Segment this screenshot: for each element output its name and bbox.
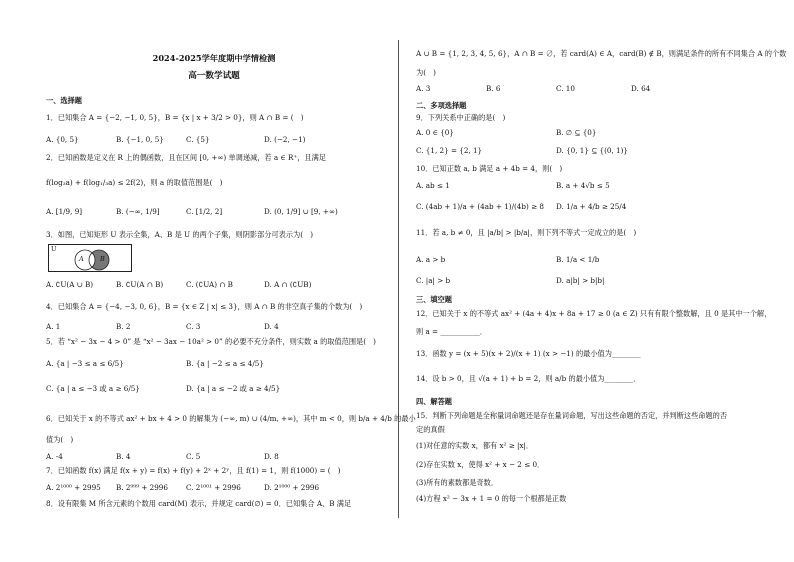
option-c: C. 3 [186, 322, 201, 331]
option-c: C. 10 [556, 84, 575, 93]
option-a: A. -4 [46, 452, 63, 461]
option-d: D. 4 [264, 322, 279, 331]
right-column [408, 0, 787, 562]
exam-subtitle: 高一数学试题 [188, 71, 240, 81]
question-12-line2: 则 a = ___________． [416, 327, 488, 336]
option-c: C. {5} [186, 135, 210, 144]
option-a: A. ∁U(A ∪ B) [46, 280, 94, 289]
option-d: D. A ∩ (∁UB) [264, 280, 312, 289]
option-a: A. 1 [46, 322, 61, 331]
venn-svg [49, 245, 131, 271]
option-b: B. {a | −2 ≤ a ≤ 4/5} [186, 359, 264, 368]
question-9: 9．下列关系中正确的是( ) [416, 113, 506, 122]
question-6-line1: 6．已知关于 x 的不等式 ax² + bx + 4 > 0 的解集为 (−∞, m) ∪ (4/m, +∞)，其中 m < 0，则 b/a + 4/b 的最小 [46, 414, 416, 423]
section-heading: 二、多项选择题 [416, 101, 467, 110]
option-b: B. a + 4√b ≤ 5 [556, 181, 610, 190]
option-c: C. 2¹⁰⁰¹ + 2996 [186, 483, 241, 492]
question-11: 11．若 a, b ≠ 0，且 |a/b| > |b/a|，则下列不等式一定成立的是( ) [416, 228, 637, 237]
option-b: B. {−1, 0, 5} [116, 135, 164, 144]
option-c: C. [1/2, 2] [186, 207, 223, 216]
question-1: 1．已知集合 A = {−2, −1, 0, 5}，B = {x | x + 3/2 > 0}，则 A ∩ B = ( ) [46, 113, 304, 122]
option-b: B. ∅ ⊆ {0} [556, 128, 597, 137]
option-d: D. {a | a ≤ −2 或 a ≥ 4/5} [186, 384, 281, 393]
option-b: B. 2⁹⁹⁹ + 2996 [116, 483, 168, 492]
question-7: 7．已知函数 f(x) 满足 f(x + y) = f(x) + f(y) + 2ˣ + 2ʸ，且 f(1) = 1，则 f(1000) = ( ) [46, 466, 341, 475]
venn-label-u: U [51, 245, 57, 253]
left-column [38, 0, 416, 562]
question-8-start: 8．设有限集 M 所含元素的个数用 card(M) 表示，并规定 card(∅) = 0．已知集合 A、B 满足 [46, 499, 352, 508]
question-12-line1: 12．已知关于 x 的不等式 ax² + (4a + 4)x + 8a + 17 ≥ 0 (a ∈ Z) 只有有限个整数解，且 0 是其中一个解， [416, 309, 772, 318]
option-d: D. (−2, −1) [264, 135, 306, 144]
option-b: B. 4 [116, 452, 131, 461]
option-d: D. {0, 1} ⊆ {(0, 1)} [556, 146, 628, 155]
option-d: D. 2¹⁰⁰⁰ + 2996 [264, 483, 320, 492]
venn-label-b: B [100, 255, 105, 263]
question-15-line1: 15．判断下列命题是全称量词命题还是存在量词命题，写出这些命题的否定，并判断这些命题的否 [416, 411, 728, 420]
option-b: B. ∁U(A ∩ B) [116, 280, 164, 289]
question-3: 3．如图，已知矩形 U 表示全集，A、B 是 U 的两个子集，则阴影部分可表示为( ) [46, 230, 314, 239]
option-b: B. 6 [486, 84, 501, 93]
option-c: C. (∁UA) ∩ B [186, 280, 233, 289]
question-8-line3: 为( ) [416, 68, 436, 77]
section-heading: 一、选择题 [46, 96, 82, 105]
option-a: A. {a | −3 ≤ a ≤ 6/5} [46, 359, 124, 368]
option-b: B. (−∞, 1/9] [116, 207, 160, 216]
option-a: A. 2¹⁰⁰⁰ + 2995 [46, 483, 101, 492]
option-b: B. 1/a < 1/b [556, 255, 600, 264]
option-d: D. 1/a + 4/b ≥ 25/4 [556, 202, 627, 211]
venn-diagram [48, 244, 132, 272]
option-a: A. ab ≤ 1 [416, 181, 450, 190]
question-2-line2: f(log₃a) + f(log₁/₃a) ≤ 2f(2)，则 a 的取值范围是( ) [46, 178, 223, 187]
question-5: 5．若 “x² − 3x − 4 > 0” 是 “x² − 3ax − 10a² > 0” 的必要不充分条件，则实数 a 的取值范围是( ) [46, 337, 376, 346]
question-14: 14．设 b > 0，且 √(a + 1) + b = 2，则 a/b 的最小值为________． [416, 374, 641, 383]
question-10: 10．已知正数 a, b 满足 a + 4b = 4，则( ) [416, 164, 563, 173]
option-c: C. (4ab + 1)/a + (4ab + 1)/(4b) ≥ 8 [416, 202, 544, 211]
question-2-line1: 2．已知函数是定义在 R 上的偶函数，且在区间 [0, +∞) 单调递减，若 a ∈ R⁺，且满足 [46, 153, 326, 162]
option-d: D. a|b| > b|b| [556, 276, 605, 285]
option-c: C. {a | a ≤ −3 或 a ≥ 6/5} [46, 384, 140, 393]
option-a: A. a > b [416, 255, 446, 264]
column-divider [398, 40, 399, 518]
option-b: B. 2 [116, 322, 131, 331]
question-15-item-2: (2)存在实数 x，使得 x² + x − 2 ≤ 0． [416, 460, 545, 469]
option-a: A. {0, 5} [46, 135, 79, 144]
question-8-line2: A ∪ B = {1, 2, 3, 4, 5, 6}，A ∩ B = ∅，若 card(A) ∈ A，card(B) ∉ B，则满足条件的所有不同集合 A 的个数 [416, 49, 787, 58]
option-c: C. 5 [186, 452, 201, 461]
option-d: D. (0, 1/9] ∪ [9, +∞) [264, 207, 338, 216]
option-a: A. 3 [416, 84, 431, 93]
option-d: D. 8 [264, 452, 279, 461]
option-c: C. {1, 2} = {2, 1} [416, 146, 483, 155]
section-heading: 四、解答题 [416, 397, 452, 406]
question-6-line2: 值为( ) [46, 435, 74, 444]
question-15-item-4: (4)方程 x² − 3x + 1 = 0 的每一个根都是正数 [416, 494, 567, 503]
option-a: A. [1/9, 9] [46, 207, 83, 216]
question-15-item-1: (1)对任意的实数 x，都有 x² ≥ |x|． [416, 441, 534, 450]
option-d: D. 64 [631, 84, 651, 93]
venn-label-a: A [79, 255, 84, 263]
option-c: C. |a| > b [416, 276, 451, 285]
question-15-line2: 定的真假 [416, 425, 445, 434]
question-4: 4．已知集合 A = {−4, −3, 0, 6}，B = {x ∈ Z | x| ≤ 3}，则 A ∩ B 的非空真子集的个数为( ) [46, 302, 363, 311]
option-a: A. 0 ∈ {0} [416, 128, 454, 137]
section-heading: 三、填空题 [416, 295, 452, 304]
question-13: 13．函数 y = (x + 5)(x + 2)/(x + 1) (x > −1) 的最小值为________ [416, 349, 641, 358]
exam-title: 2024-2025学年度期中学情检测 [152, 53, 276, 63]
question-15-item-3: (3)所有的素数都是奇数． [416, 478, 499, 487]
